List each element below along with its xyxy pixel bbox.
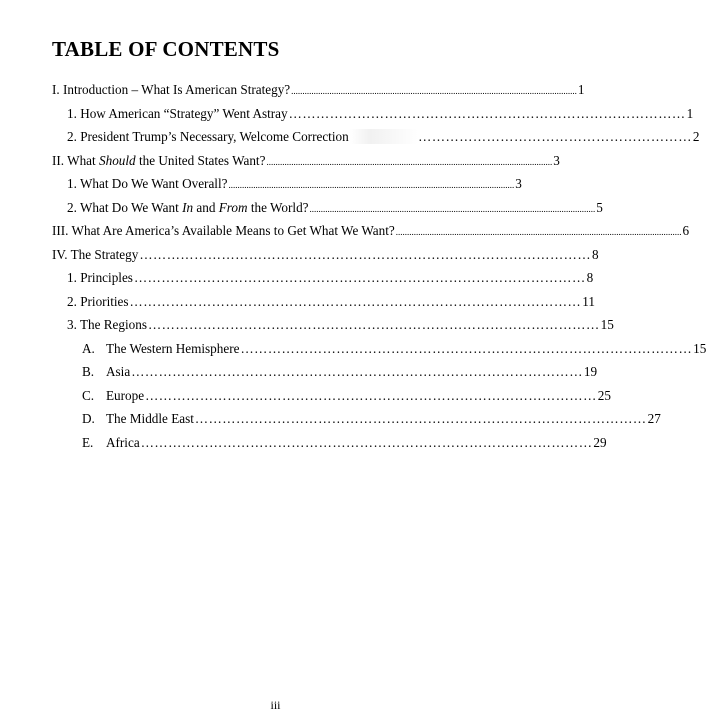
toc-page-number: 25 — [597, 388, 611, 403]
toc-entry-what-want-overall[interactable] — [67, 175, 522, 193]
toc-leader-dots: ……………………………………………………………………………………… — [240, 341, 693, 356]
toc-entry-principles[interactable] — [67, 269, 594, 287]
toc-entry-label: I. Introduction – What Is American Strategy? — [52, 82, 291, 97]
toc-entry-asia[interactable] — [82, 363, 598, 381]
toc-page-number: 2 — [692, 129, 700, 144]
toc-entry-label: III. What Are America’s Available Means to Get What We Want? — [52, 223, 395, 238]
toc-page-number: 8 — [586, 270, 594, 285]
toc-entry-label: B. Asia — [82, 364, 131, 379]
toc-page-number: 11 — [582, 294, 595, 309]
toc-leader-dots: ……………………………………………………………………………………… — [145, 388, 597, 403]
toc-leader-dots: ............................................................................................................................... — [228, 180, 515, 190]
toc-page-number: 1 — [686, 106, 694, 121]
toc-entry-label: 2. Priorities — [67, 294, 129, 309]
toc-leader-dots: ............................................................................................................................... — [266, 157, 553, 167]
toc-leader-dots: ............................................................................................................................... — [291, 86, 577, 96]
toc-entry-western-hemisphere[interactable] — [82, 340, 706, 358]
toc-leader-dots: ……………………………………………………………………………………… — [131, 364, 583, 379]
toc-entry-label: E. Africa — [82, 435, 140, 450]
toc-page-number: 3 — [515, 176, 522, 191]
toc-page-number: 19 — [583, 364, 598, 379]
toc-leader-dots: …………………………………………………………………………… — [288, 106, 686, 121]
toc-leader-dots: …………………………………………………… — [350, 128, 692, 146]
toc-page-number: 27 — [647, 411, 661, 426]
toc-entry-label: 1. What Do We Want Overall? — [67, 176, 228, 191]
toc-entry-label: 2. President Trump’s Necessary, Welcome Correction — [67, 129, 349, 144]
toc-entry-want-in-from-world[interactable] — [67, 199, 603, 217]
toc-entry-africa[interactable] — [82, 434, 607, 452]
toc-leader-dots: ……………………………………………………………………………………… — [194, 411, 647, 426]
toc-entry-label: IV. The Strategy — [52, 247, 139, 262]
toc-page-number: 3 — [553, 153, 560, 168]
toc-page-number: 15 — [693, 341, 706, 356]
toc-entry-label: 3. The Regions — [67, 317, 147, 332]
toc-entry-introduction[interactable] — [52, 81, 585, 99]
toc-page-number: 15 — [600, 317, 614, 332]
toc-entry-label: II. What Should the United States Want? — [52, 153, 266, 168]
toc-entry-label: 2. What Do We Want In and From the World? — [67, 200, 309, 215]
toc-entry-middle-east[interactable] — [82, 410, 661, 428]
toc-page-number: 1 — [577, 82, 585, 97]
toc-entry-label: 1. How American “Strategy” Went Astray — [67, 106, 288, 121]
toc-entry-europe[interactable] — [82, 387, 611, 405]
toc-entry-available-means[interactable] — [52, 222, 690, 240]
toc-page-number: 6 — [682, 223, 690, 238]
toc-leader-dots: ……………………………………………………………………………………… — [140, 435, 593, 450]
toc-leader-dots: ............................................................................................................................... — [395, 227, 682, 237]
toc-leader-dots: ……………………………………………………………………………………… — [139, 247, 592, 262]
toc-page-number: 5 — [596, 200, 603, 215]
toc-entry-the-strategy[interactable] — [52, 246, 599, 264]
toc-title: TABLE OF CONTENTS — [52, 37, 280, 61]
toc-page-number: 8 — [592, 247, 599, 262]
toc-leader-dots: ……………………………………………………………………………………… — [129, 294, 582, 309]
toc-entry-label: D. The Middle East — [82, 411, 194, 426]
toc-leader-dots: ............................................................................................................................... — [309, 204, 596, 214]
toc-leader-dots: ……………………………………………………………………………………… — [133, 270, 586, 285]
toc-page-number: 29 — [593, 435, 607, 450]
toc-entry-label: C. Europe — [82, 388, 145, 403]
toc-entry-how-strategy-went-astray[interactable] — [67, 105, 694, 123]
toc-entry-trump-correction[interactable] — [67, 128, 700, 146]
page-number: iii — [270, 698, 281, 712]
toc-entry-label: A. The Western Hemisphere — [82, 341, 240, 356]
toc-entry-what-should-us-want[interactable] — [52, 152, 560, 170]
toc-leader-dots: ……………………………………………………………………………………… — [147, 317, 600, 332]
toc-entry-priorities[interactable] — [67, 293, 595, 311]
toc-entry-the-regions[interactable] — [67, 316, 614, 334]
toc-entry-label: 1. Principles — [67, 270, 133, 285]
